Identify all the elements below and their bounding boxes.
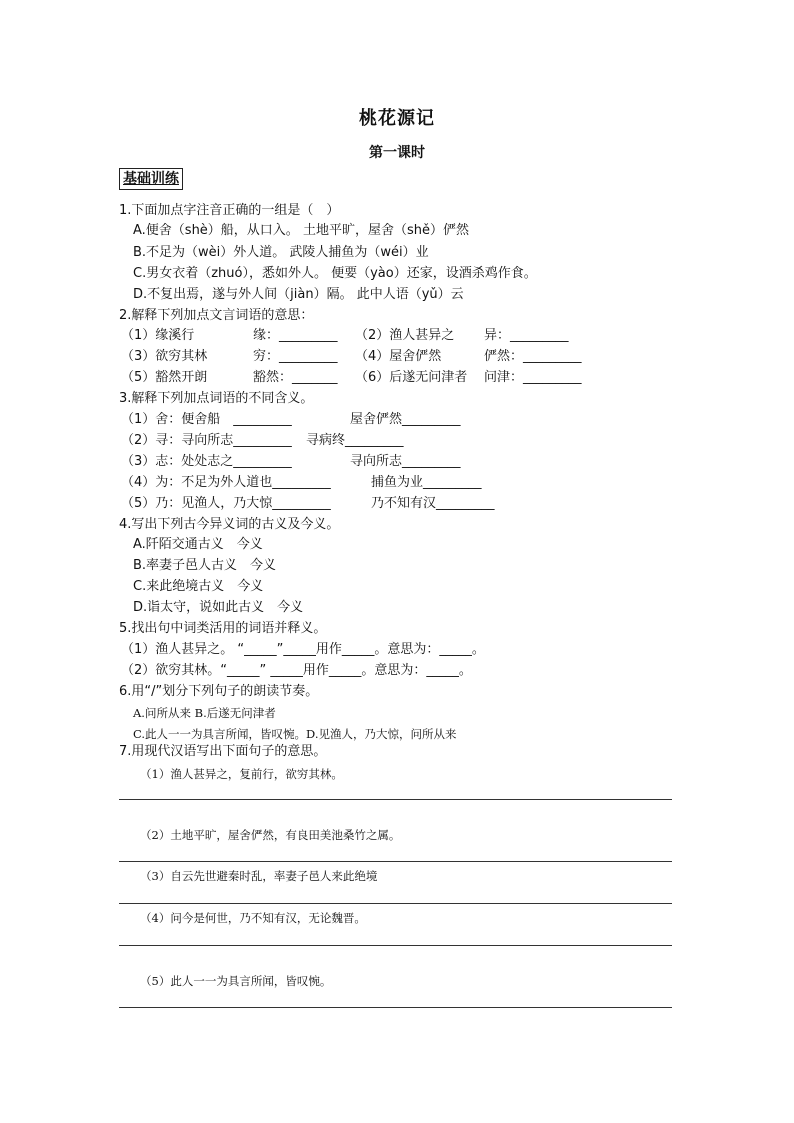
question-7-item: （5）此人一一为具言所闻，皆叹惋。 — [140, 974, 332, 988]
question-3-item: 乃不知有汉_________ — [371, 496, 495, 511]
question-3-item: 寻向所志_________ — [350, 454, 461, 469]
question-5-item: （1）渔人甚异之。 “_____”_____用作_____。意思为：_____。 — [121, 642, 485, 657]
question-3-item: （4）为：不足为外人道也_________ — [121, 475, 331, 490]
question-4-item: D.诣太守，说如此古义 今义 — [133, 600, 304, 615]
question-1-option-a: A.便舍（shè）船，从口入。 土地平旷，屋舍（shě）俨然 — [133, 223, 469, 238]
question-4-item: B.率妻子邑人古义 今义 — [133, 558, 277, 573]
question-2-answer: 问津：_________ — [484, 370, 582, 385]
question-3-item: 屋舍俨然_________ — [350, 412, 461, 427]
question-7-item: （4）问今是何世，乃不知有汉，无论魏晋。 — [140, 911, 366, 925]
page-title: 桃花源记 — [359, 108, 435, 129]
question-2-item: （4）屋舍俨然 — [355, 349, 442, 364]
question-7-item: （3）自云先世避秦时乱，率妻子邑人来此绝境 — [140, 869, 378, 883]
question-1-option-c: C.男女衣着（zhuó），悉如外人。 便要（yào）还家，设酒杀鸡作食。 — [133, 266, 537, 281]
question-3-item: （2）寻：寻向所志_________ — [121, 433, 292, 448]
question-1-option-d: D.不复出焉，遂与外人间（jiàn）隔。 此中人语（yǔ）云 — [133, 287, 464, 302]
question-2-item: （5）豁然开朗 — [121, 370, 208, 385]
question-2-item: （3）欲穷其林 — [121, 349, 208, 364]
answer-line — [119, 945, 672, 946]
question-5-item: （2）欲穷其林。“_____” _____用作_____。意思为：_____。 — [121, 663, 472, 678]
page-subtitle: 第一课时 — [369, 145, 425, 161]
question-2-item: （2）渔人甚异之 — [355, 328, 455, 343]
question-5-stem: 5.找出句中词类活用的词语并释义。 — [119, 621, 327, 636]
question-3-item: 寻病终_________ — [306, 433, 404, 448]
answer-line — [119, 861, 672, 862]
question-2-answer: 豁然：_______ — [253, 370, 338, 385]
question-2-answer: 穷：_________ — [253, 349, 338, 364]
question-7-stem: 7.用现代汉语写出下面句子的意思。 — [119, 744, 327, 759]
question-3-item: 捕鱼为业_________ — [371, 475, 482, 490]
question-2-answer: 俨然：_________ — [484, 349, 582, 364]
question-2-item: （1）缘溪行 — [121, 328, 195, 343]
answer-line — [119, 1007, 672, 1008]
question-3-item: （1）舍：便舍船 _________ — [121, 412, 292, 427]
question-2-answer: 异：_________ — [484, 328, 569, 343]
question-1-option-b: B.不足为（wèi）外人道。 武陵人捕鱼为（wéi）业 — [133, 245, 429, 260]
answer-line — [119, 903, 672, 904]
question-2-item: （6）后遂无问津者 — [355, 370, 468, 385]
question-6-line-2: C.此人一一为具言所闻，皆叹惋。D.见渔人，乃大惊，问所从来 — [133, 727, 457, 741]
section-label: 基础训练 — [119, 168, 183, 190]
question-7-item: （2）土地平旷，屋舍俨然，有良田美池桑竹之属。 — [140, 828, 401, 842]
question-3-stem: 3.解释下列加点词语的不同含义。 — [119, 391, 314, 406]
question-4-item: A.阡陌交通古义 今义 — [133, 537, 263, 552]
question-3-item: （5）乃：见渔人，乃大惊_________ — [121, 496, 331, 511]
question-1-stem: 1.下面加点字注音正确的一组是（ ） — [119, 203, 340, 218]
question-2-answer: 缘：_________ — [253, 328, 338, 343]
answer-line — [119, 799, 672, 800]
question-4-stem: 4.写出下列古今异义词的古义及今义。 — [119, 517, 340, 532]
question-7-item: （1）渔人甚异之，复前行，欲穷其林。 — [140, 767, 343, 781]
question-6-stem: 6.用“/”划分下列句子的朗读节奏。 — [119, 684, 319, 699]
question-4-item: C.来此绝境古义 今义 — [133, 579, 264, 594]
question-3-item: （3）志：处处志之_________ — [121, 454, 292, 469]
question-2-stem: 2.解释下列加点文言词语的意思： — [119, 308, 314, 323]
question-6-line-1: A.问所从来 B.后遂无问津者 — [133, 706, 276, 720]
